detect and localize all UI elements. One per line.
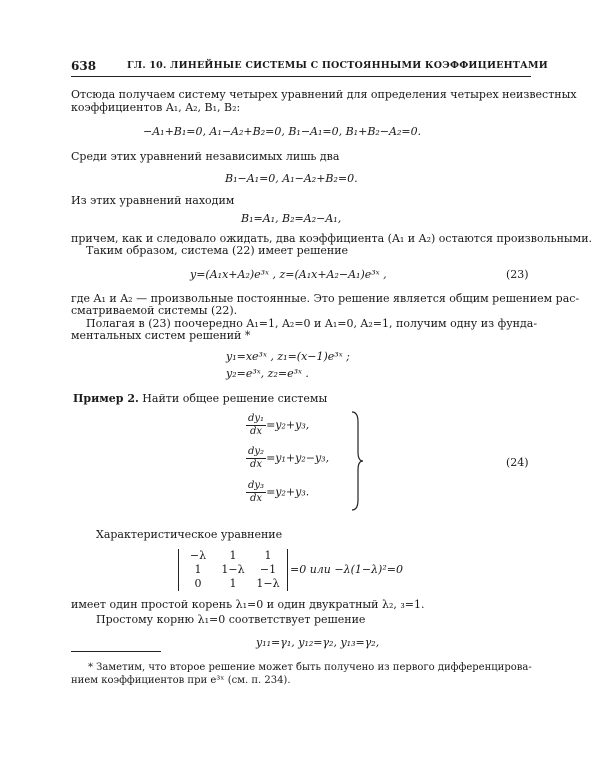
running-title: ГЛ. 10. ЛИНЕЙНЫЕ СИСТЕМЫ С ПОСТОЯННЫМИ КОЭФФИЦИЕНТАМИ bbox=[127, 60, 548, 71]
paragraph-3: Из этих уравнений находим bbox=[71, 194, 235, 207]
paragraph-8: Характеристическое уравнение bbox=[96, 528, 283, 541]
system-eq-2-rhs: =y₁+y₂−y₃, bbox=[266, 451, 330, 465]
characteristic-equation: =0 или −λ(1−λ)²=0 bbox=[290, 563, 403, 576]
paragraph-6-line-2: сматриваемой системы (22). bbox=[71, 304, 238, 317]
paragraph-1-line-2: коэффициентов A₁, A₂, B₁, B₂: bbox=[71, 101, 241, 114]
paragraph-1-line-1: Отсюда получаем систему четырех уравнений для определения четырех неизвестных bbox=[71, 88, 577, 101]
equation-found: B₁=A₁, B₂=A₂−A₁, bbox=[241, 212, 342, 225]
example-label: Пример 2. bbox=[73, 392, 139, 405]
det-r2c2: 1−λ bbox=[221, 563, 245, 576]
fundamental-row-2: y₂=e³ˣ, z₂=e³ˣ . bbox=[226, 367, 309, 380]
system-right-brace bbox=[350, 410, 364, 512]
characteristic-determinant bbox=[178, 549, 288, 591]
footnote-rule bbox=[71, 651, 161, 652]
paragraph-2: Среди этих уравнений независимых лишь два bbox=[71, 150, 340, 163]
det-r1c2: 1 bbox=[229, 549, 237, 562]
example-text: Найти общее решение системы bbox=[142, 392, 328, 405]
system-eq-1-rhs: =y₂+y₃, bbox=[266, 418, 310, 432]
paragraph-7-line-1: Полагая в (23) поочередно A₁=1, A₂=0 и A₁=0, A₂=1, получим одну из фунда- bbox=[86, 317, 538, 330]
equation-independent: B₁−A₁=0, A₁−A₂+B₂=0. bbox=[225, 172, 358, 185]
equation-23: y=(A₁x+A₂)e³ˣ , z=(A₁x+A₂−A₁)e³ˣ , bbox=[190, 268, 387, 281]
fraction-dy2-dx: $\frac{\text{dy₂}}{dx}$ bbox=[248, 446, 265, 470]
system-eq-1 bbox=[246, 413, 309, 438]
det-r2c3: −1 bbox=[259, 563, 277, 576]
det-r3c3: 1−λ bbox=[256, 577, 280, 590]
equation-24-number: (24) bbox=[506, 456, 529, 469]
footnote-line-2: нием коэффициентов при e³ˣ (см. п. 234). bbox=[71, 675, 291, 686]
equation-four-unknowns: −A₁+B₁=0, A₁−A₂+B₂=0, B₁−A₁=0, B₁+B₂−A₂=0. bbox=[143, 125, 422, 138]
fraction-dy3-dx: $\frac{\text{dy₃}}{dx}$ bbox=[248, 480, 265, 504]
det-r3c2: 1 bbox=[229, 577, 237, 590]
page-number: 638 bbox=[71, 59, 97, 73]
header-rule bbox=[71, 76, 531, 77]
paragraph-10: Простому корню λ₁=0 соответствует решение bbox=[96, 613, 366, 626]
paragraph-9: имеет один простой корень λ₁=0 и один двукратный λ₂, ₃=1. bbox=[71, 598, 425, 611]
equation-23-number: (23) bbox=[506, 268, 529, 281]
paragraph-6-line-1: где A₁ и A₂ — произвольные постоянные. Это решение является общим решением рас- bbox=[71, 292, 580, 305]
det-r1c1: −λ bbox=[189, 549, 207, 562]
system-eq-3-rhs: =y₂+y₃. bbox=[266, 485, 310, 499]
det-r1c3: 1 bbox=[264, 549, 272, 562]
det-r3c1: 0 bbox=[194, 577, 202, 590]
equation-last: y₁₁=γ₁, y₁₂=γ₂, y₁₃=γ₂, bbox=[256, 636, 380, 649]
example-2 bbox=[73, 392, 327, 406]
paragraph-7-line-2: ментальных систем решений * bbox=[71, 329, 251, 342]
system-eq-2 bbox=[246, 446, 329, 471]
det-r2c1: 1 bbox=[194, 563, 202, 576]
fundamental-row-1: y₁=xe³ˣ , z₁=(x−1)e³ˣ ; bbox=[226, 350, 350, 363]
paragraph-4: причем, как и следовало ожидать, два коэффициента (A₁ и A₂) остаются произвольными. bbox=[71, 232, 593, 245]
paragraph-5: Таким образом, система (22) имеет решение bbox=[86, 244, 349, 257]
fraction-dy1-dx: $\frac{\text{dy₁}}{dx}$ bbox=[248, 413, 265, 437]
footnote-line-1: * Заметим, что второе решение может быть получено из первого дифференцирова- bbox=[88, 662, 532, 673]
system-eq-3 bbox=[246, 480, 309, 505]
